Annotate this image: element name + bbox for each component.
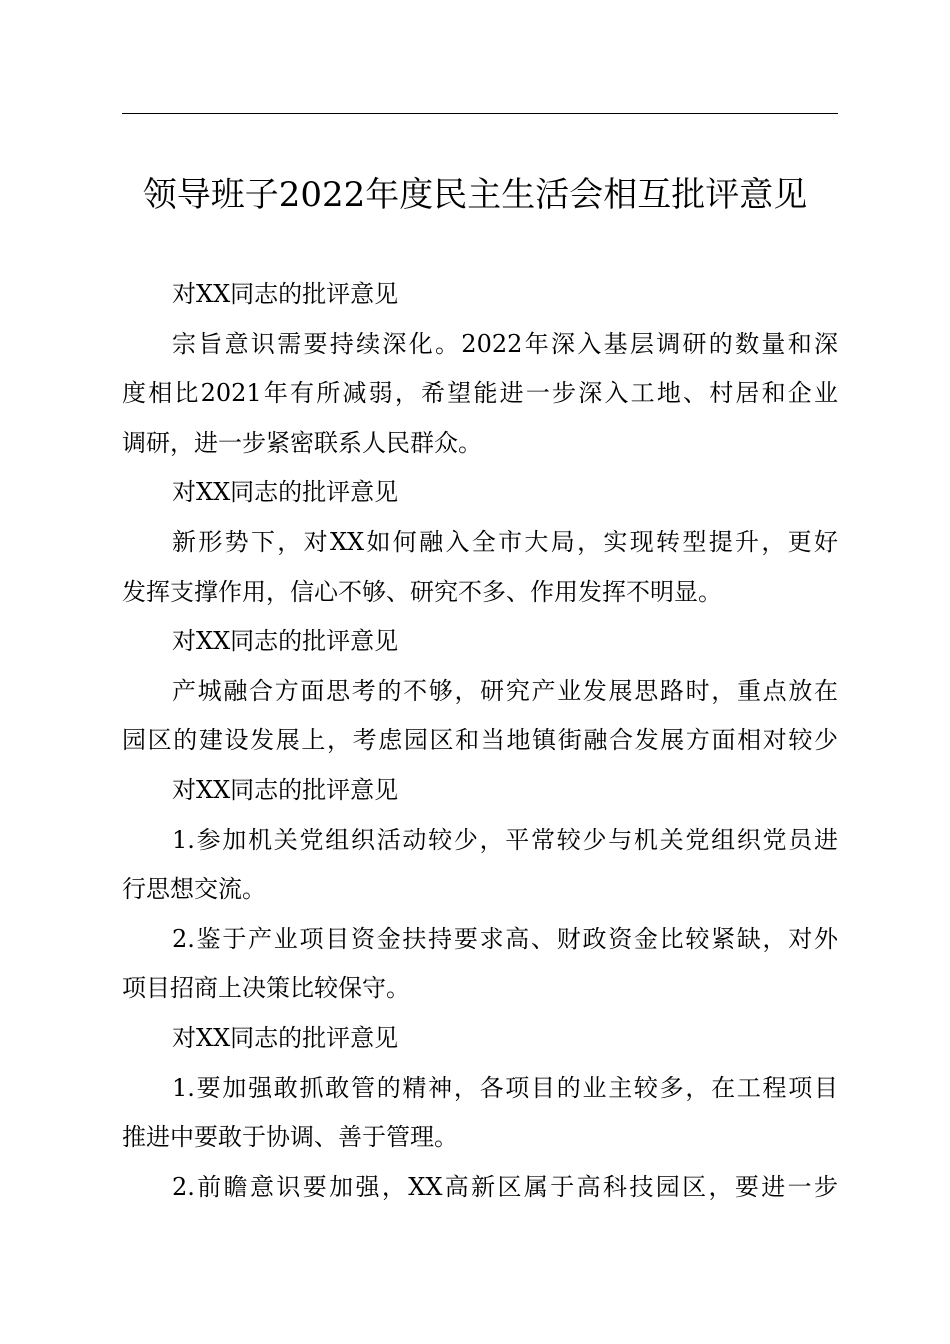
header-rule xyxy=(122,113,838,114)
paragraph-line: 产城融合方面思考的不够，研究产业发展思路时，重点放在 xyxy=(172,676,838,705)
document-body xyxy=(122,270,838,1212)
section-heading: 对XX同志的批评意见 xyxy=(172,775,399,804)
paragraph-line: 2.鉴于产业项目资金扶持要求高、财政资金比较紧缺，对外 xyxy=(172,924,838,953)
paragraph-line: 推进中要敢于协调、善于管理。 xyxy=(122,1123,458,1152)
paragraph-line: 1.参加机关党组织活动较少，平常较少与机关党组织党员进 xyxy=(172,825,838,854)
document-title: 领导班子2022年度民主生活会相互批评意见 xyxy=(142,175,808,215)
paragraph-line: 新形势下，对XX如何融入全市大局，实现转型提升，更好 xyxy=(172,527,838,556)
paragraph-line: 调研，进一步紧密联系人民群众。 xyxy=(122,428,482,457)
section-heading: 对XX同志的批评意见 xyxy=(172,478,399,507)
section-heading: 对XX同志的批评意见 xyxy=(172,627,399,656)
section-heading: 对XX同志的批评意见 xyxy=(172,1023,399,1052)
paragraph-line: 发挥支撑作用，信心不够、研究不多、作用发挥不明显。 xyxy=(122,577,722,606)
paragraph-line: 行思想交流。 xyxy=(122,875,266,904)
paragraph-line: 1.要加强敢抓敢管的精神，各项目的业主较多，在工程项目 xyxy=(172,1073,838,1102)
paragraph-line: 度相比2021年有所减弱，希望能进一步深入工地、村居和企业 xyxy=(122,379,838,408)
section-heading: 对XX同志的批评意见 xyxy=(172,280,399,308)
paragraph-line: 2.前瞻意识要加强，XX高新区属于高科技园区，要进一步 xyxy=(172,1172,838,1201)
paragraph-line: 项目招商上决策比较保守。 xyxy=(122,974,410,1003)
paragraph-line: 宗旨意识需要持续深化。2022年深入基层调研的数量和深 xyxy=(172,329,838,358)
paragraph-line: 园区的建设发展上，考虑园区和当地镇街融合发展方面相对较少 xyxy=(122,726,838,755)
